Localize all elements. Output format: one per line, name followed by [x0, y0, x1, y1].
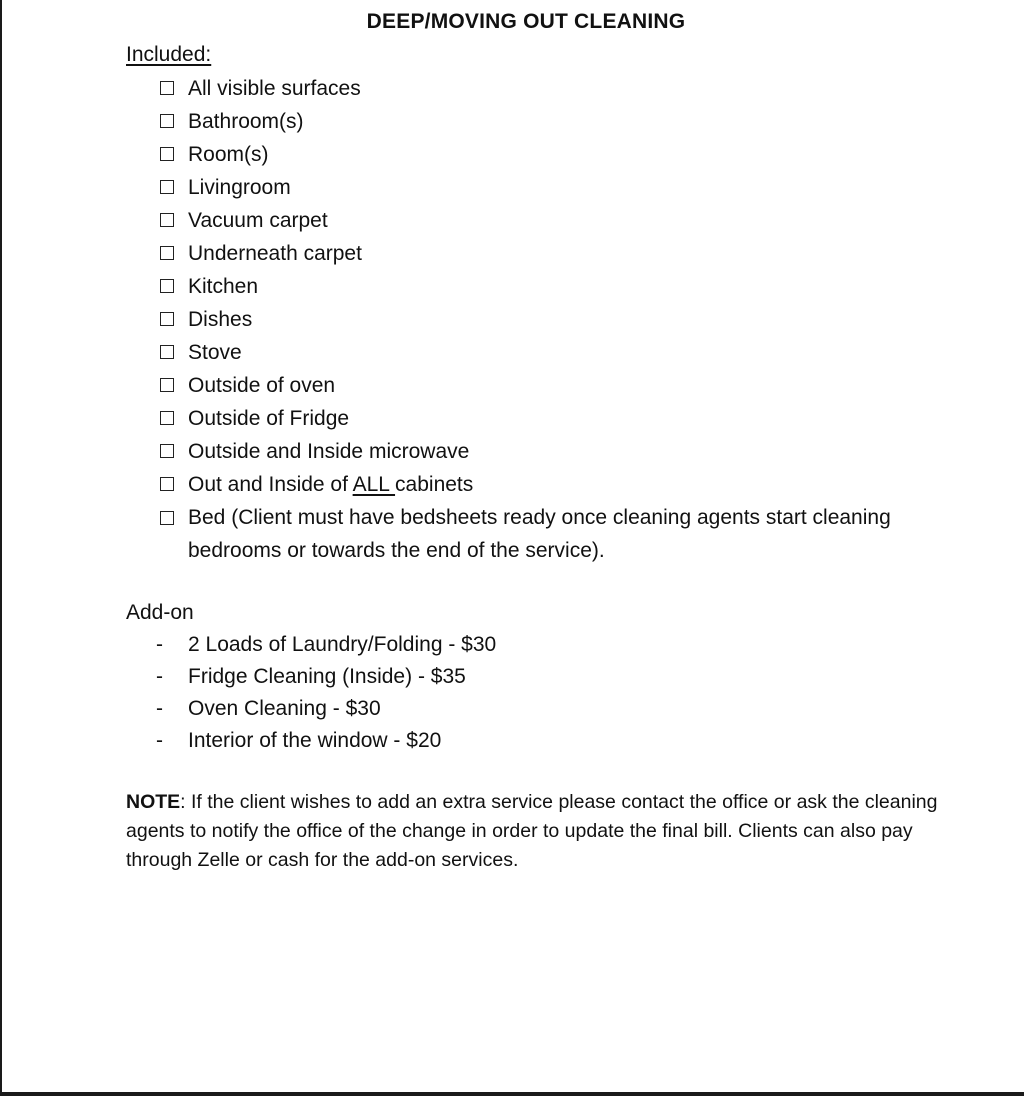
checklist-item-label: Bathroom(s): [188, 110, 304, 133]
cabinets-label-start: Out and Inside of: [188, 473, 353, 496]
checklist-item-label: Livingroom: [188, 176, 291, 199]
addon-item-label: Interior of the window - $20: [188, 729, 442, 752]
checklist-item[interactable]: [159, 338, 928, 371]
checkbox-icon[interactable]: [160, 180, 174, 194]
checklist-item[interactable]: [159, 206, 928, 239]
cabinets-label-end: cabinets: [395, 473, 474, 496]
checklist-item-label: Outside and Inside microwave: [188, 440, 470, 463]
addon-item: [156, 630, 496, 662]
checkbox-icon[interactable]: [160, 213, 174, 227]
checklist-item-label: Vacuum carpet: [188, 209, 328, 232]
checklist-item-label: Dishes: [188, 308, 253, 331]
addon-item: [156, 726, 496, 758]
dash-bullet: -: [156, 633, 163, 656]
checklist-item-label: Stove: [188, 341, 242, 364]
checklist-item-cabinets[interactable]: [159, 470, 928, 503]
note-paragraph: [126, 788, 941, 875]
cabinets-label-emphasis: ALL: [352, 473, 396, 496]
included-heading: Included:: [126, 43, 212, 66]
page-title: DEEP/MOVING OUT CLEANING: [366, 10, 686, 33]
checklist-item-label: Outside of oven: [188, 374, 336, 397]
checklist-item[interactable]: [159, 173, 928, 206]
checklist-item[interactable]: [159, 404, 928, 437]
checklist-item[interactable]: [159, 74, 928, 107]
checklist-item-bed[interactable]: [159, 501, 928, 567]
checkbox-icon[interactable]: [160, 511, 174, 525]
checkbox-icon[interactable]: [160, 114, 174, 128]
checklist-item-label: Underneath carpet: [188, 242, 362, 265]
dash-bullet: -: [156, 665, 163, 688]
addon-item: [156, 694, 496, 726]
addon-item-label: Fridge Cleaning (Inside) - $35: [188, 665, 466, 688]
dash-bullet: -: [156, 729, 163, 752]
checklist-item[interactable]: [159, 272, 928, 305]
checklist-item[interactable]: [159, 239, 928, 272]
checkbox-icon[interactable]: [160, 147, 174, 161]
checklist-item-label: Outside of Fridge: [188, 407, 350, 430]
checklist-item-label: Room(s): [188, 143, 269, 166]
addon-item: [156, 662, 496, 694]
checkbox-icon[interactable]: [160, 312, 174, 326]
checkbox-icon[interactable]: [160, 279, 174, 293]
checkbox-icon[interactable]: [160, 81, 174, 95]
checklist-item[interactable]: [159, 140, 928, 173]
dash-bullet: -: [156, 697, 163, 720]
checklist-item[interactable]: [159, 107, 928, 140]
note-text: : If the client wishes to add an extra service please contact the office or ask the cleaning agents to notify the office of the change in order to update the final bill. Clients can also pay through Zelle or cash for the add-on services.: [126, 791, 938, 871]
bed-item-label: Bed (Client must have bedsheets ready once cleaning agents start cleaning bedrooms or towards the end of the service).: [188, 506, 891, 562]
note-label: NOTE: [126, 791, 181, 813]
checkbox-icon[interactable]: [160, 411, 174, 425]
checklist-item[interactable]: [159, 371, 928, 404]
checklist-item-label: Kitchen: [188, 275, 259, 298]
checklist-item[interactable]: [159, 437, 928, 470]
checklist-item-label: All visible surfaces: [188, 77, 361, 100]
checkbox-icon[interactable]: [160, 378, 174, 392]
checkbox-icon[interactable]: [160, 477, 174, 491]
included-checklist: [159, 74, 928, 567]
addon-item-label: Oven Cleaning - $30: [188, 697, 381, 720]
addon-heading: Add-on: [126, 601, 194, 624]
checkbox-icon[interactable]: [160, 345, 174, 359]
checkbox-icon[interactable]: [160, 444, 174, 458]
addon-item-label: 2 Loads of Laundry/Folding - $30: [188, 633, 497, 656]
checkbox-icon[interactable]: [160, 246, 174, 260]
checklist-item[interactable]: [159, 305, 928, 338]
addon-list: [156, 630, 496, 758]
